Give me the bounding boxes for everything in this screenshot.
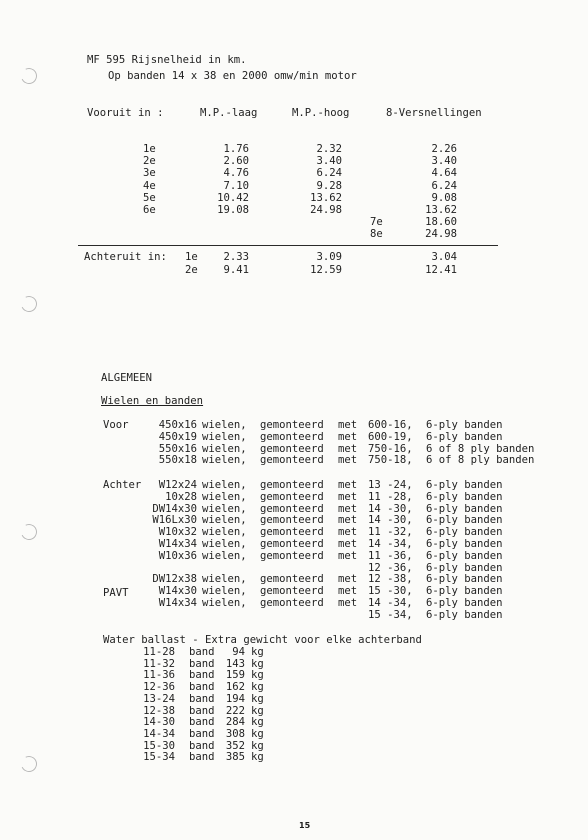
met-word: met	[338, 442, 358, 455]
tire-size: 11 -28,	[368, 490, 413, 503]
ply-rating: 6-ply banden	[426, 419, 503, 431]
met-word: met	[338, 549, 358, 562]
met-word: met	[338, 419, 358, 431]
ply-rating: 6-ply banden	[426, 479, 503, 491]
mounted-word: gemonteerd	[260, 442, 324, 455]
gear-label: 3e	[143, 167, 156, 180]
ballast-unit: kg	[251, 657, 264, 670]
mounted-word: gemonteerd	[260, 502, 324, 515]
ply-rating: 6-ply banden	[426, 608, 503, 621]
wheel-word: wielen,	[202, 526, 247, 539]
voor-label: Voor	[103, 419, 129, 431]
mounted-word: gemonteerd	[260, 490, 324, 503]
mounted-word: gemonteerd	[260, 454, 324, 467]
met-word: met	[338, 502, 358, 515]
met-word: met	[338, 573, 358, 586]
wheel-word: wielen,	[202, 490, 247, 503]
speed-mp-laag: 19.08	[217, 204, 249, 216]
ballast-band-word: band	[189, 646, 215, 658]
ply-rating: 6-ply banden	[426, 561, 503, 574]
gear-label: 6e	[143, 204, 156, 216]
ballast-weight: 385	[225, 751, 245, 764]
speed-mp-laag: 4.76	[223, 167, 249, 180]
ballast-weight: 284	[225, 716, 245, 729]
tire-size: 11 -36,	[368, 549, 413, 562]
speed-mp-laag: 10.42	[217, 191, 249, 204]
ballast-tire-size: 11-28	[143, 646, 175, 658]
gear-label: 2e	[185, 263, 198, 276]
ballast-band-word: band	[189, 704, 215, 717]
tire-size: 750-18,	[368, 454, 413, 467]
tire-size: 14 -30,	[368, 502, 413, 515]
met-word: met	[338, 526, 358, 539]
punch-hole-icon	[19, 754, 40, 775]
wheel-size: W16Lx30	[152, 514, 197, 527]
speed-mp-hoog: 24.98	[310, 204, 342, 216]
speed-table-header-mp-laag: M.P.-laag	[200, 107, 258, 119]
ballast-unit: kg	[251, 716, 264, 729]
speed-8-versnellingen: 4.64	[431, 167, 457, 180]
wheel-word: wielen,	[202, 538, 247, 550]
section-title-algemeen: ALGEMEEN	[101, 372, 153, 384]
met-word: met	[338, 479, 358, 491]
ply-rating: 6-ply banden	[426, 597, 503, 609]
wheel-size: W14x34	[158, 597, 197, 609]
tire-size: 12 -38,	[368, 573, 413, 586]
met-word: met	[338, 514, 358, 527]
ballast-unit: kg	[251, 704, 264, 717]
punch-hole-icon	[19, 66, 40, 87]
wheel-size: DW14x30	[152, 502, 197, 515]
achter-label: Achter	[103, 479, 142, 491]
speed-8-versnellingen: 2.26	[431, 143, 457, 155]
table-divider	[78, 245, 498, 246]
ply-rating: 6-ply banden	[426, 526, 503, 539]
wheel-word: wielen,	[202, 573, 247, 586]
ballast-weight: 94	[232, 646, 245, 658]
document-subtitle: Op banden 14 x 38 en 2000 omw/min motor	[108, 70, 357, 82]
speed-mp-hoog: 12.59	[310, 263, 342, 276]
ballast-band-word: band	[189, 692, 215, 705]
speed-mp-hoog: 9.28	[316, 179, 342, 192]
ply-rating: 6-ply banden	[426, 573, 503, 586]
punch-hole-icon	[19, 522, 40, 543]
wheel-size: 550x18	[158, 454, 197, 467]
wheel-word: wielen,	[202, 514, 247, 527]
pavt-label: PAVT	[103, 587, 129, 599]
wheel-word: wielen,	[202, 502, 247, 515]
tire-size: 12 -36,	[368, 561, 413, 574]
met-word: met	[338, 454, 358, 467]
speed-mp-hoog: 13.62	[310, 191, 342, 204]
ballast-unit: kg	[251, 692, 264, 705]
ply-rating: 6 of 8 ply banden	[426, 442, 535, 455]
ballast-band-word: band	[189, 727, 215, 740]
wheel-word: wielen,	[202, 549, 247, 562]
wheel-word: wielen,	[202, 479, 247, 491]
ballast-unit: kg	[251, 739, 264, 752]
mounted-word: gemonteerd	[260, 573, 324, 586]
wheel-size: W10x36	[158, 549, 197, 562]
ballast-tire-size: 14-30	[143, 716, 175, 729]
wheel-word: wielen,	[202, 430, 247, 443]
speed-table-header-vooruit: Vooruit in :	[87, 107, 164, 119]
speed-mp-laag: 2.33	[223, 251, 249, 263]
wheel-size: W14x30	[158, 585, 197, 598]
ballast-unit: kg	[251, 751, 264, 764]
ballast-band-word: band	[189, 739, 215, 752]
wheel-size: 550x16	[158, 442, 197, 455]
ballast-band-word: band	[189, 669, 215, 682]
ballast-tire-size: 11-32	[143, 657, 175, 670]
ply-rating: 6 of 8 ply banden	[426, 454, 535, 467]
tire-size: 15 -34,	[368, 608, 413, 621]
mounted-word: gemonteerd	[260, 526, 324, 539]
ballast-unit: kg	[251, 646, 264, 658]
wheel-size: W10x32	[158, 526, 197, 539]
wheel-word: wielen,	[202, 419, 247, 431]
wheel-size: 450x19	[158, 430, 197, 443]
ballast-weight: 162	[225, 681, 245, 694]
ply-rating: 6-ply banden	[426, 502, 503, 515]
wheel-size: 450x16	[158, 419, 197, 431]
gear-label: 2e	[143, 155, 156, 168]
wheel-size: W14x34	[158, 538, 197, 550]
ballast-tire-size: 12-38	[143, 704, 175, 717]
speed-mp-hoog: 3.40	[316, 155, 342, 168]
ballast-unit: kg	[251, 669, 264, 682]
speed-mp-hoog: 6.24	[316, 167, 342, 180]
met-word: met	[338, 490, 358, 503]
ballast-band-word: band	[189, 681, 215, 694]
ballast-unit: kg	[251, 681, 264, 694]
tire-size: 15 -30,	[368, 585, 413, 598]
speed-8-versnellingen: 18.60	[425, 216, 457, 228]
ballast-tire-size: 13-24	[143, 692, 175, 705]
tire-size: 600-16,	[368, 419, 413, 431]
gear-label: 4e	[143, 179, 156, 192]
ply-rating: 6-ply banden	[426, 549, 503, 562]
ballast-tire-size: 11-36	[143, 669, 175, 682]
gear-label: 1e	[143, 143, 156, 155]
speed-8-versnellingen: 12.41	[425, 263, 457, 276]
speed-mp-hoog: 3.09	[316, 251, 342, 263]
speed-8-versnellingen: 9.08	[431, 191, 457, 204]
mounted-word: gemonteerd	[260, 419, 324, 431]
ply-rating: 6-ply banden	[426, 490, 503, 503]
page-number: 15	[299, 821, 311, 830]
speed-8-versnellingen: 3.04	[431, 251, 457, 263]
ballast-tire-size: 12-36	[143, 681, 175, 694]
ballast-tire-size: 15-30	[143, 739, 175, 752]
ply-rating: 6-ply banden	[426, 430, 503, 443]
ballast-tire-size: 15-34	[143, 751, 175, 764]
gear-label: 1e	[185, 251, 198, 263]
tire-size: 14 -34,	[368, 597, 413, 609]
gear-label: 8e	[370, 228, 383, 241]
ballast-weight: 194	[225, 692, 245, 705]
speed-table-header-8-versnellingen: 8-Versnellingen	[386, 107, 482, 119]
speed-mp-laag: 2.60	[223, 155, 249, 168]
mounted-word: gemonteerd	[260, 585, 324, 598]
mounted-word: gemonteerd	[260, 549, 324, 562]
wheel-size: 10x28	[165, 490, 197, 503]
ballast-band-word: band	[189, 657, 215, 670]
wheel-word: wielen,	[202, 454, 247, 467]
punch-hole-icon	[19, 294, 40, 315]
met-word: met	[338, 597, 358, 609]
ballast-band-word: band	[189, 751, 215, 764]
tire-size: 14 -34,	[368, 538, 413, 550]
tire-size: 600-19,	[368, 430, 413, 443]
wheel-size: W12x24	[158, 479, 197, 491]
speed-mp-laag: 1.76	[223, 143, 249, 155]
ballast-unit: kg	[251, 727, 264, 740]
tire-size: 750-16,	[368, 442, 413, 455]
speed-table-header-mp-hoog: M.P.-hoog	[292, 107, 350, 119]
speed-8-versnellingen: 24.98	[425, 228, 457, 241]
wheel-word: wielen,	[202, 597, 247, 609]
speed-8-versnellingen: 6.24	[431, 179, 457, 192]
wheel-word: wielen,	[202, 442, 247, 455]
tire-size: 13 -24,	[368, 479, 413, 491]
mounted-word: gemonteerd	[260, 514, 324, 527]
mounted-word: gemonteerd	[260, 479, 324, 491]
mounted-word: gemonteerd	[260, 538, 324, 550]
met-word: met	[338, 585, 358, 598]
mounted-word: gemonteerd	[260, 597, 324, 609]
ballast-title: Water ballast - Extra gewicht voor elke achterband	[103, 634, 422, 646]
speed-mp-hoog: 2.32	[316, 143, 342, 155]
ballast-weight: 222	[225, 704, 245, 717]
speed-8-versnellingen: 13.62	[425, 204, 457, 216]
ballast-weight: 159	[225, 669, 245, 682]
met-word: met	[338, 538, 358, 550]
speed-8-versnellingen: 3.40	[431, 155, 457, 168]
tire-size: 14 -30,	[368, 514, 413, 527]
gear-label: 5e	[143, 191, 156, 204]
ballast-weight: 143	[225, 657, 245, 670]
tire-size: 11 -32,	[368, 526, 413, 539]
ply-rating: 6-ply banden	[426, 538, 503, 550]
ply-rating: 6-ply banden	[426, 514, 503, 527]
ballast-tire-size: 14-34	[143, 727, 175, 740]
reverse-label: Achteruit in:	[84, 251, 167, 263]
met-word: met	[338, 430, 358, 443]
speed-mp-laag: 7.10	[223, 179, 249, 192]
ballast-weight: 352	[225, 739, 245, 752]
speed-mp-laag: 9.41	[223, 263, 249, 276]
document-title: MF 595 Rijsnelheid in km.	[87, 54, 247, 66]
section-subtitle-wielen: Wielen en banden	[101, 395, 204, 407]
wheel-size: DW12x38	[152, 573, 197, 586]
mounted-word: gemonteerd	[260, 430, 324, 443]
ballast-band-word: band	[189, 716, 215, 729]
ply-rating: 6-ply banden	[426, 585, 503, 598]
ballast-weight: 308	[225, 727, 245, 740]
gear-label: 7e	[370, 216, 383, 228]
wheel-word: wielen,	[202, 585, 247, 598]
